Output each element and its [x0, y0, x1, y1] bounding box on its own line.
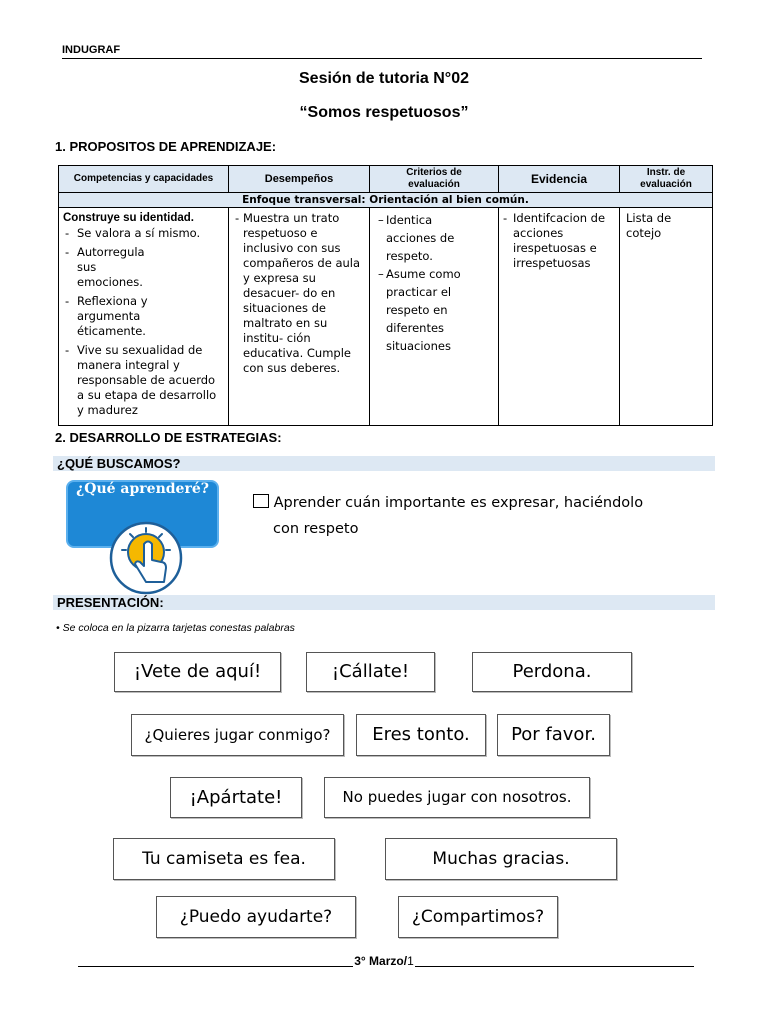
word-card: Muchas gracias.: [385, 838, 617, 880]
competencia-title: Construye su identidad.: [63, 212, 194, 224]
criterio-item: – Identica acciones de respeto.: [378, 213, 455, 263]
footer-grade: 3° Marzo/: [354, 954, 408, 968]
purposes-table: [58, 165, 713, 426]
word-card: Perdona.: [472, 652, 632, 692]
word-card: ¿Quieres jugar conmigo?: [131, 714, 344, 756]
list-item: - Se valora a sí mismo.: [63, 226, 224, 241]
que-buscamos-band: ¿QUÉ BUSCAMOS?: [53, 456, 715, 471]
competencias-cell: [59, 208, 229, 426]
word-card: Por favor.: [497, 714, 610, 756]
word-card: No puedes jugar con nosotros.: [324, 777, 590, 818]
aim-line-2: con respeto: [273, 521, 359, 537]
list-item: - Reflexiona y argumenta éticamente.: [63, 294, 167, 339]
section-2-heading: 2. DESARROLLO DE ESTRATEGIAS:: [55, 430, 282, 445]
bullet-dot: •: [56, 622, 60, 634]
presentation-note: • Se coloca en la pizarra tarjetas conestas palabras: [56, 622, 295, 634]
footer: [0, 954, 768, 968]
evidencia-text: - Identifcacion de acciones irespetuosas e irrespetuosas: [503, 211, 606, 270]
aim-line-1: Aprender cuán importante es expresar, haciéndolo: [273, 495, 644, 511]
table-header-desempenos: Desempeños: [229, 166, 370, 193]
table-header-evidencia: Evidencia: [499, 166, 620, 193]
criterio-item: – Asume como practicar el respeto en diferentes situaciones: [378, 267, 461, 353]
list-item: - Autorregula sus emociones.: [63, 245, 147, 290]
criterios-cell: [370, 208, 499, 426]
word-card: Tu camiseta es fea.: [113, 838, 335, 880]
instrumento-cell: [620, 208, 713, 426]
word-card: ¿Puedo ayudarte?: [156, 896, 356, 938]
evidencia-cell: [499, 208, 620, 426]
word-card: ¡Apártate!: [170, 777, 302, 818]
section-1-heading: 1. PROPOSITOS DE APRENDIZAJE:: [55, 139, 277, 154]
learn-box-title: ¿Qué aprenderé?: [76, 481, 209, 497]
instrumento-text: Lista de cotejo: [626, 211, 672, 240]
presentacion-band: PRESENTACIÓN:: [53, 595, 715, 610]
word-card: Eres tonto.: [356, 714, 486, 756]
learning-aim: [253, 490, 643, 542]
table-header-competencias: Competencias y capacidades: [59, 166, 229, 193]
aim-bullet: [253, 494, 269, 508]
table-header-criterios: Criterios de evaluación: [370, 166, 499, 193]
table-header-instrumento: Instr. de evaluación: [620, 166, 713, 193]
brand-name: INDUGRAF: [62, 44, 121, 56]
session-subtitle: “Somos respetuosos”: [299, 104, 469, 121]
page-number: 1: [407, 954, 414, 968]
touch-icon: [108, 520, 184, 596]
desempeno-text: - Muestra un trato respetuoso e inclusivo con sus compañeros de aula y expresa su desacuer- do en situaciones de maltrato en su institu- ción educativa. Cumple con sus deberes.: [235, 211, 361, 375]
word-card: ¡Cállate!: [306, 652, 435, 692]
list-item: - Vive su sexualidad de manera integral y responsable de acuerdo a su etapa de desarrollo y madurez: [63, 343, 224, 418]
session-title: Sesión de tutoria N°02: [299, 70, 469, 87]
header-divider: [62, 58, 702, 59]
enfoque-transversal: Enfoque transversal: Orientación al bien común.: [59, 193, 713, 208]
word-card: ¡Vete de aquí!: [114, 652, 281, 692]
word-card: ¿Compartimos?: [398, 896, 558, 938]
desempenos-cell: [229, 208, 370, 426]
